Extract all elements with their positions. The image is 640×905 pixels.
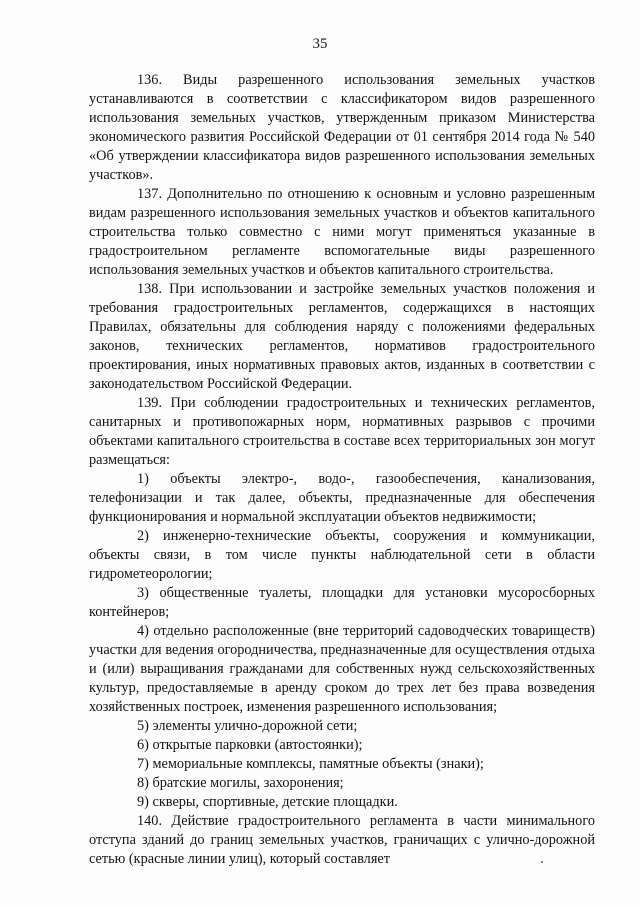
list-item-2: 2) инженерно-технические объекты, сооружения и коммуникации, объекты связи, в том числе пункты наблюдательной сети в области гидрометеорологии; [89, 528, 595, 582]
paragraph-139: 139. При соблюдении градостроительных и технических регламентов, санитарных и противопожарных норм, нормативных разрывов с прочими объектами капитального строительства в составе всех территориальных зон могут размещаться: [89, 395, 595, 468]
paragraph-138: 138. При использовании и застройке земельных участков положения и требования градостроительных регламентов, содержащихся в настоящих Правилах, обязательны для соблюдения наряду с положениями федеральных законов, технических регламентов, нормативов градостроительного проектирования, иных нормативных правовых актов, изданных в соответствии с законодательством Российской Федерации. [89, 281, 595, 392]
paragraph-136: 136. Виды разрешенного использования земельных участков устанавливаются в соответствии с классификатором видов разрешенного использования земельных участков, утвержденным приказом Министерства экономического развития Российской Федерации от 01 сентября 2014 года № 540 «Об утверждении классификатора видов разрешенного использования земельных участков». [89, 72, 595, 183]
list-item-9: 9) скверы, спортивные, детские площадки. [137, 794, 398, 810]
scan-speck [541, 861, 543, 863]
list-item-5: 5) элементы улично-дорожной сети; [137, 718, 358, 734]
document-text [89, 71, 595, 869]
list-item-8: 8) братские могилы, захоронения; [137, 775, 344, 791]
paragraph-137: 137. Дополнительно по отношению к основным и условно разрешенным видам разрешенного использования земельных участков и объектов капитального строительства только совместно с ними могут применяться указанные в градостроительном регламенте вспомогательные виды разрешенного использования земельных участков и объектов капитального строительства. [89, 186, 595, 278]
page-number: 35 [312, 36, 328, 52]
paragraph-140: 140. Действие градостроительного регламента в части минимального отступа зданий до границ земельных участков, граничащих с улично-дорожной сетью (красные линии улиц), который составляет [89, 813, 595, 867]
list-item-7: 7) мемориальные комплексы, памятные объекты (знаки); [137, 756, 484, 772]
list-item-4: 4) отдельно расположенные (вне территорий садоводческих товариществ) участки для ведения огородничества, предназначенные для осуществления отдыха и (или) выращивания гражданами для собственных нужд сельскохозяйственных культур, предоставляемые в аренду сроком до трех лет без права возведения хозяйственных построек, изменения разрешенного использования; [89, 623, 595, 715]
list-item-1: 1) объекты электро-, водо-, газообеспечения, канализования, телефонизации и так далее, объекты, предназначенные для обеспечения функционирования и нормальной эксплуатации объектов недвижимости; [89, 471, 595, 525]
list-item-6: 6) открытые парковки (автостоянки); [137, 737, 363, 753]
list-item-3: 3) общественные туалеты, площадки для установки мусоросборных контейнеров; [89, 585, 595, 620]
